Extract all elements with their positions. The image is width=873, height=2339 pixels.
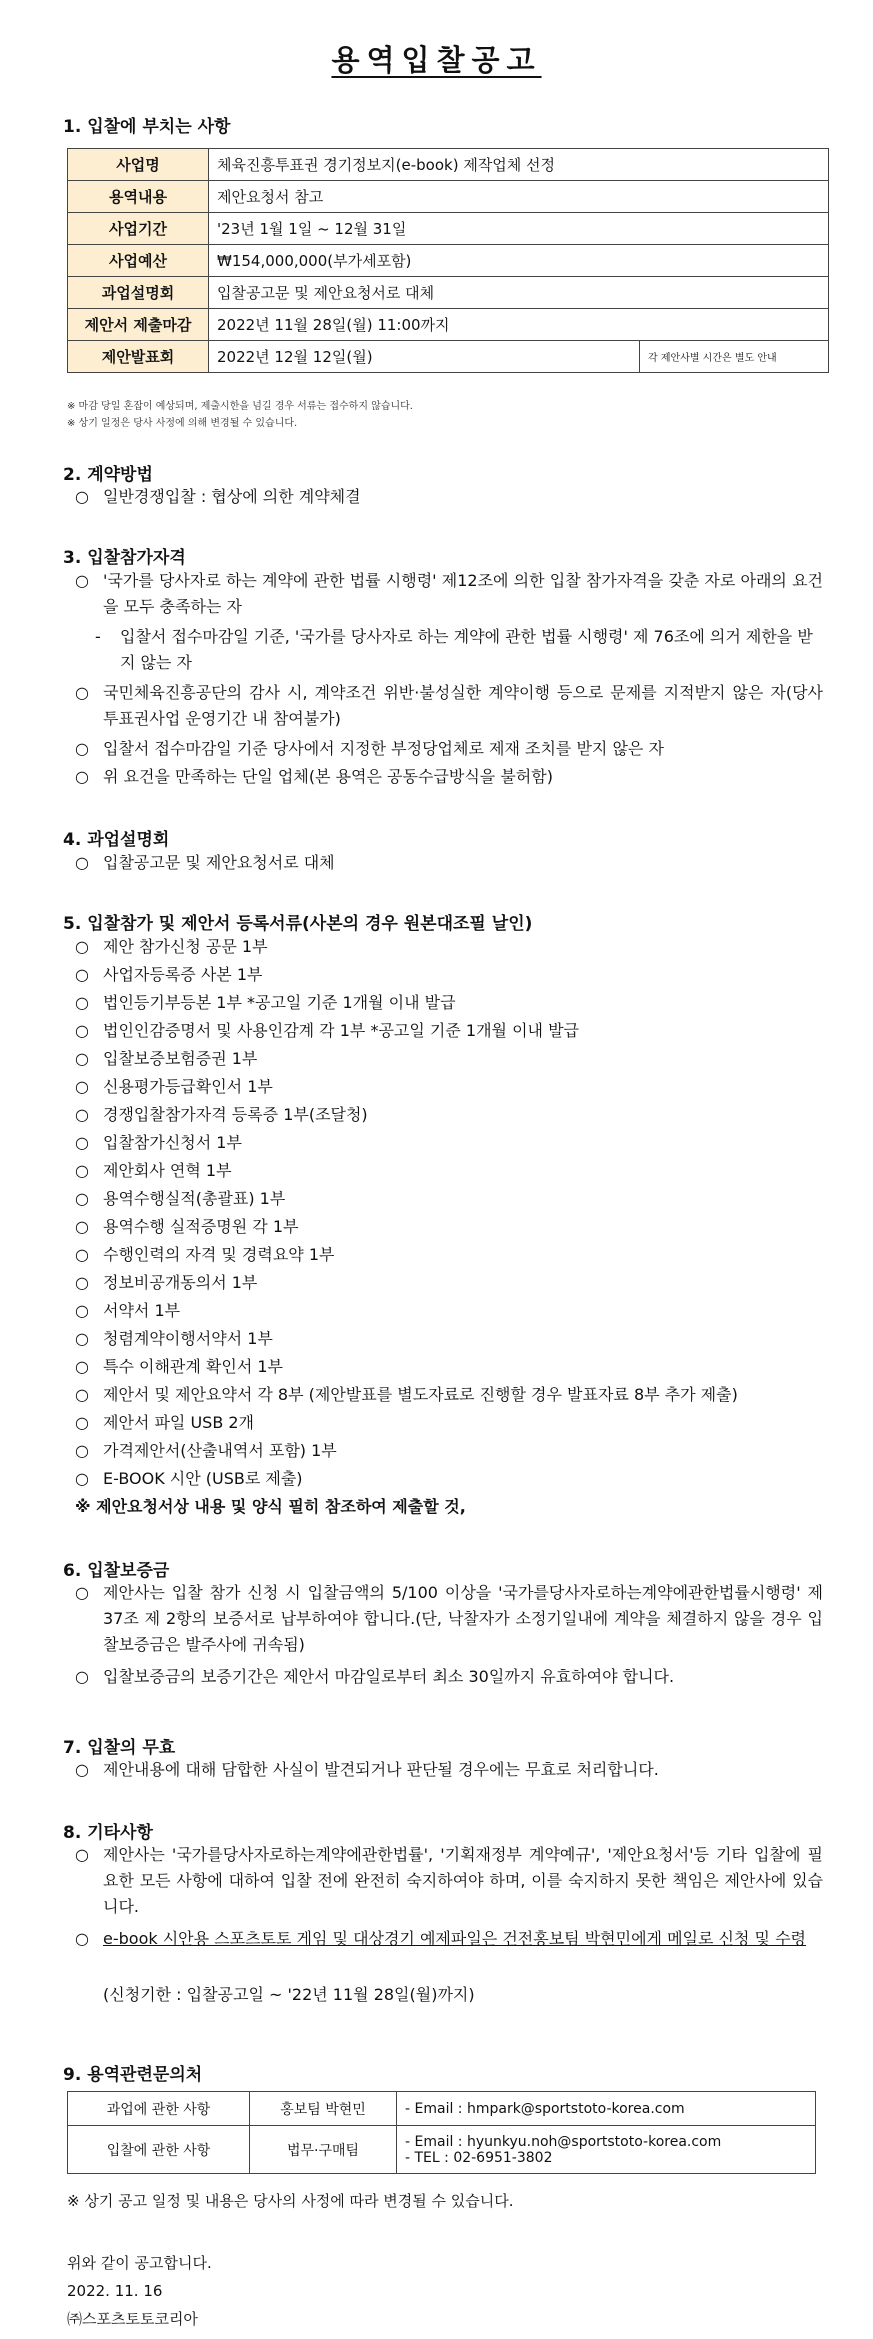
list-item: ○ 제안사는 입찰 참가 신청 시 입찰금액의 5/100 이상을 '국가를당사자로하는계약에관한법률시행령' 제 37조 제 2항의 보증서로 납부하여야 합니다.(단, 낙찰자가 소정기일내에 계약을 체결하지 않을 경우 입찰보증금은 발주사에 귀속됨) [75,1583,823,1654]
list-item: ○ 국민체육진흥공단의 감사 시, 계약조건 위반·불성실한 계약이행 등으로 문제를 지적받지 않은 자(당사 투표권사업 운영기간 내 참여불가) [75,683,823,728]
section-6-heading: 6. 입찰보증금 [63,1561,170,1581]
table-row: 사업명 체육진흥투표권 경기정보지(e-book) 제작업체 선정 [68,149,829,181]
sub-item: - 입찰서 접수마감일 기준, '국가를 당사자로 하는 계약에 관한 법률 시행령' 제 76조에 의거 제한을 받지 않는 자 [95,627,813,672]
list-item: ○ e-book 시안용 스포츠토토 게임 및 대상경기 예제파일은 건전홍보팀 박현민에게 메일로 신청 및 수령 [75,1929,806,1948]
section-8-heading: 8. 기타사항 [63,1823,153,1843]
notice-note: ※ 마감 당일 혼잡이 예상되며, 제출시한을 넘길 경우 서류는 접수하지 않습니다. [67,401,413,412]
table-row: 사업예산 ₩154,000,000(부가세포함) [68,245,829,277]
announcement-date: 2022. 11. 16 [67,2282,163,2300]
section-2-heading: 2. 계약방법 [63,465,153,485]
list-item: ○ 제안사는 '국가를당사자로하는계약에관한법률', '기획재정부 계약예규', '제안요청서'등 기타 입찰에 필요한 모든 사항에 대하여 입찰 전에 완전히 숙지하여야 하며, 이를 숙지하지 못한 책임은 제안사에 있습니다. [75,1845,823,1916]
notice-note: ※ 상기 일정은 당사 사정에 의해 변경될 수 있습니다. [67,418,298,429]
bid-info-table [67,148,829,373]
closing-statement: 위와 같이 공고합니다. [67,2254,212,2272]
table-row: 과업설명회 입찰공고문 및 제안요청서로 대체 [68,277,829,309]
section-5-heading: 5. 입찰참가 및 제안서 등록서류(사본의 경우 원본대조필 날인) [63,914,533,934]
company-name: ㈜스포츠토토코리아 [67,2310,198,2328]
table-row: 사업기간 '23년 1월 1일 ~ 12월 31일 [68,213,829,245]
page: 용역입찰공고 1. 입찰에 부치는 사항 사업명 체육진흥투표권 경기정보지(e-book) 제작업체 선정 용역내용 제안요청서 참고 사업기간 '23년 1월 1일 ~ 12월 31일 사업예산 ₩154,000,000(부가세포함) 과업설명회 입찰공고문 및 제안요청서로 대체 제안서 제출마감 2022년 11월 28일(월) 11:00까지 제안발표회 2022년 12월 12일(월) 각 제안사별 시간은 별도 안내 ※ 마감 당일 혼잡이 예상되며, 제출시한을 넘길 경우 서류는 접수하지 않습니다. ※ 상기 일정은 당사 사정에 의해 변경될 수 있습니다. 2. 계약방법 ○ 일반경쟁입찰 : 협상에 의한 계약체결 3. 입찰참가자격 ○ '국가를 당사자로 하는 계약에 관한 법률 시행령' 제12조에 의한 입찰 참가자격을 갖춘 자로 아래의 요건을 모두 충족하는 자 - 입찰서 접수마감일 기준, '국가를 당사자로 하는 계약에 관한 법률 시행령' 제 76조에 의거 제한을 받지 않는 자 ○ 국민체육진흥공단의 감사 시, 계약조건 위반·불성실한 계약이행 등으로 문제를 지적받지 않은 자(당사 투표권사업 운영기간 내 참여불가) ○ 입찰서 접수마감일 기준 당사에서 지정한 부정당업체로 제재 조치를 받지 않은 자 ○ 위 요건을 만족하는 단일 업체(본 용역은 공동수급방식을 불허함) 4. 과업설명회 ○ 입찰공고문 및 제안요청서로 대체 5. 입찰참가 및 제안서 등록서류(사본의 경우 원본대조필 날인) ○ 제안 참가신청 공문 1부 ○ 사업자등록증 사본 1부 ○ 법인등기부등본 1부 *공고일 기준 1개월 이내 발급 ○ 법인인감증명서 및 사용인감계 각 1부 *공고일 기준 1개월 이내 발급 ○ 입찰보증보험증권 1부 ○ 신용평가등급확인서 1부 ○ 경쟁입찰참가자격 등록증 1부(조달청) ○ 입찰참가신청서 1부 ○ 제안회사 연혁 1부 ○ 용역수행실적(총괄표) 1부 ○ 용역수행 실적증명원 각 1부 ○ 수행인력의 자격 및 경력요약 1부 ○ 정보비공개동의서 1부 ○ 서약서 1부 ○ 청렴계약이행서약서 1부 ○ 특수 이해관계 확인서 1부 ○ 제안서 및 제안요약서 각 8부 (제안발표를 별도자료로 진행할 경우 발표자료 8부 추가 제출) ○ 제안서 파일 USB 2개 ○ 가격제안서(산출내역서 포함) 1부 ○ E-BOOK 시안 (USB로 제출) ※ 제안요청서상 내용 및 양식 필히 참조하여 제출할 것, 6. 입찰보증금 ○ 제안사는 입찰 참가 신청 시 입찰금액의 5/100 이상을 '국가를당사자로하는계약에관한법률시행령' 제 37조 제 2항의 보증서로 납부하여야 합니다.(단, 낙찰자가 소정기일내에 계약을 체결하지 않을 경우 입찰보증금은 발주사에 귀속됨) ○ 입찰보증금의 보증기간은 제안서 마감일로부터 최소 30일까지 유효하여야 합니다. 7. 입찰의 무효 ○ 제안내용에 대해 담합한 사실이 발견되거나 판단될 경우에는 무효로 처리합니다. 8. 기타사항 ○ 제안사는 '국가를당사자로하는계약에관한법률', '기획재정부 계약예규', '제안요청서'등 기타 입찰에 필요한 모든 사항에 대하여 입찰 전에 완전히 숙지하여야 하며, 이를 숙지하지 못한 책임은 제안사에 있습니다. ○ e-book 시안용 스포츠토토 게임 및 대상경기 예제파일은 건전홍보팀 박현민에게 메일로 신청 및 수령 (신청기한 : 입찰공고일 ~ '22년 11월 28일(월)까지) 9. 용역관련문의처 과업에 관한 사항 홍보팀 박현민 - Email : hmpark@sportstoto-korea.com 입찰에 관한 사항 법무·구매팀 - Email : hyunkyu.noh@sportstoto-korea.com - TEL : 02-6951-3802 ※ 상기 공고 일정 및 내용은 당사의 사정에 따라 변경될 수 있습니다. 위와 같이 공고합니다. 2022. 11. 16 ㈜스포츠토토코리아 [0,0,873,2339]
contact-table [67,2091,816,2174]
table-row: 과업에 관한 사항 홍보팀 박현민 - Email : hmpark@sportstoto-korea.com [68,2092,816,2126]
table-row: 제안발표회 2022년 12월 12일(월) 각 제안사별 시간은 별도 안내 [68,341,829,373]
page-title: 용역입찰공고 [331,43,542,77]
list-item: ○ '국가를 당사자로 하는 계약에 관한 법률 시행령' 제12조에 의한 입찰 참가자격을 갖춘 자로 아래의 요건을 모두 충족하는 자 [75,571,823,616]
change-note: ※ 상기 공고 일정 및 내용은 당사의 사정에 따라 변경될 수 있습니다. [67,2192,514,2210]
section-9-heading: 9. 용역관련문의처 [63,2065,203,2085]
table-row: 입찰에 관한 사항 법무·구매팀 - Email : hyunkyu.noh@sportstoto-korea.com - TEL : 02-6951-3802 [68,2126,816,2174]
section-4-heading: 4. 과업설명회 [63,830,170,850]
section-1-heading: 1. 입찰에 부치는 사항 [63,117,231,137]
submission-note: ※ 제안요청서상 내용 및 양식 필히 참조하여 제출할 것, [75,1497,466,1516]
section-3-heading: 3. 입찰참가자격 [63,548,186,568]
table-row: 제안서 제출마감 2022년 11월 28일(월) 11:00까지 [68,309,829,341]
table-row: 용역내용 제안요청서 참고 [68,181,829,213]
section-7-heading: 7. 입찰의 무효 [63,1738,176,1758]
